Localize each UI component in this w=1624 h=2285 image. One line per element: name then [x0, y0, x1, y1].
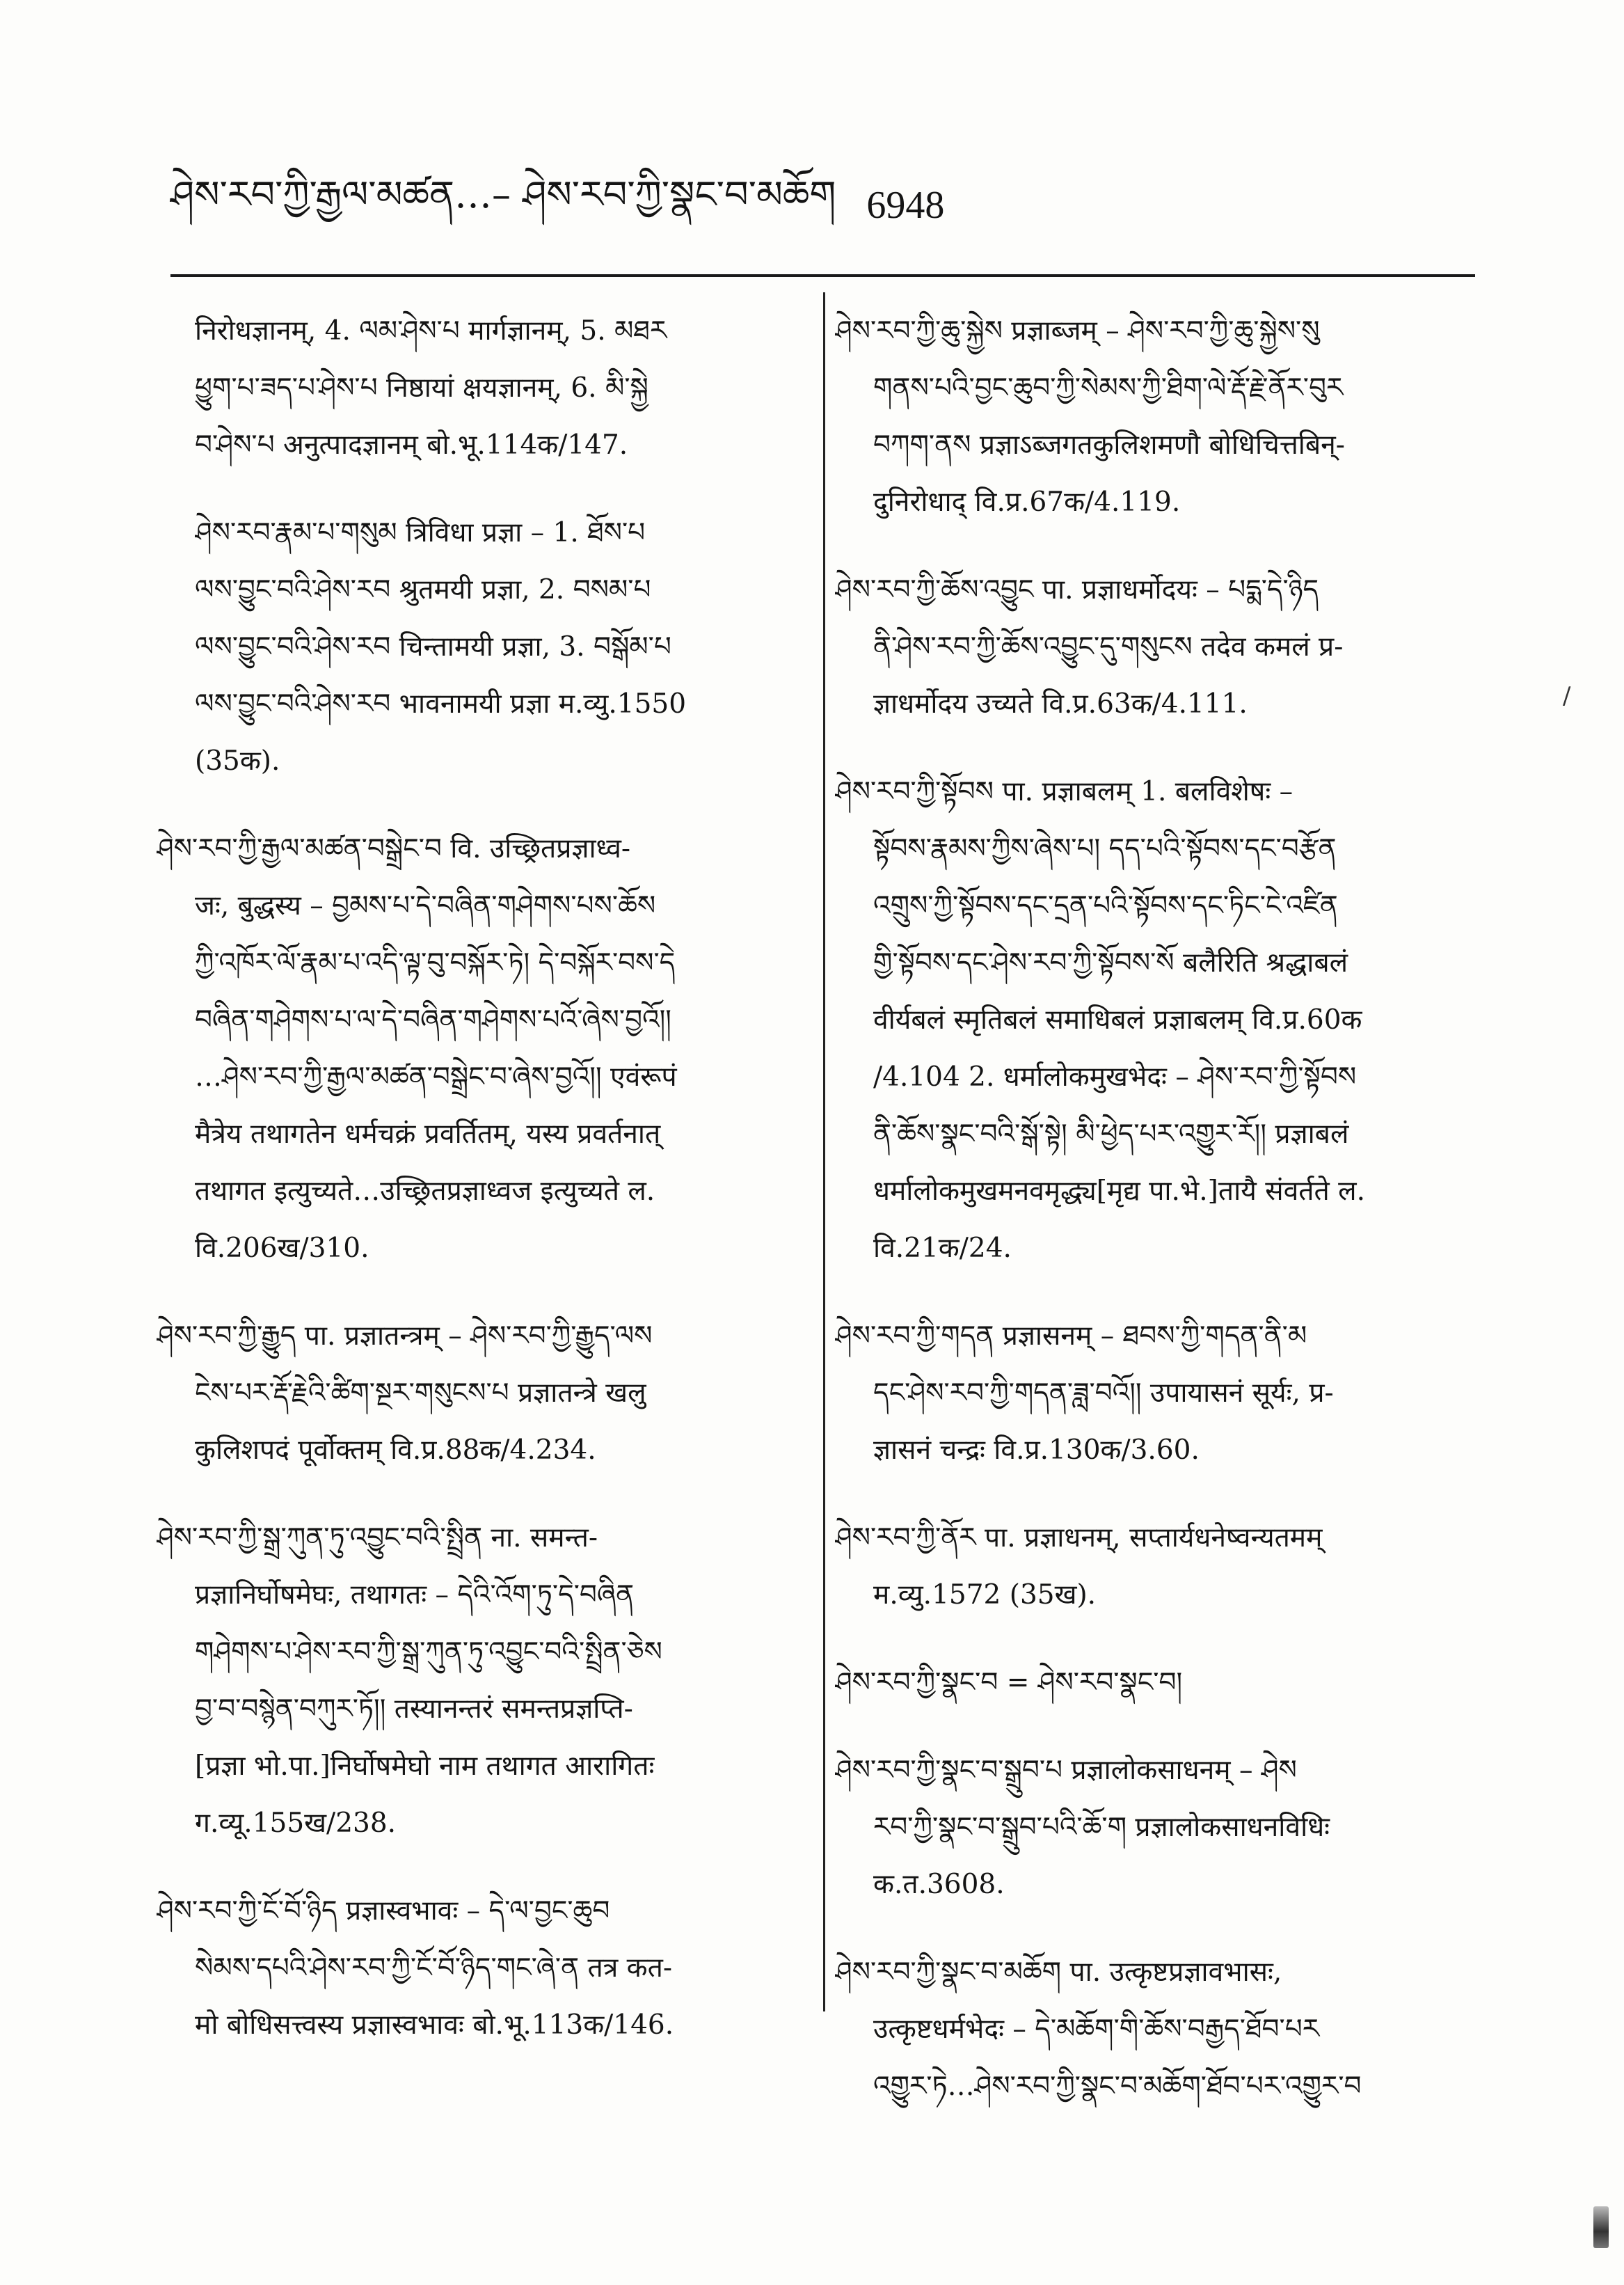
dictionary-entry — [835, 764, 1482, 1277]
entry-headline: ཤེས་རབ་ཀྱི་སྣང་བ = ཤེས་རབ་སྣང་བ། — [835, 1667, 1183, 1698]
entry-line: म.व्यु.1572 (35ख). — [873, 1579, 1097, 1611]
left-column — [157, 303, 793, 2085]
dictionary-entry — [835, 1742, 1482, 1913]
entry-line: ལས་བྱུང་བའི་ཤེས་རབ भावनामयी प्रज्ञा म.व्यु.1550 — [195, 688, 687, 720]
entry-line: ཕྱུག་པ་ཟད་པ་ཤེས་པ निष्ठायां क्षयज्ञानम्, 6. མི་སྐྱེ — [195, 372, 648, 404]
entry-headline: ཤེས་རབ་ཀྱི་ངོ་བོ་ཉིད प्रज्ञास्वभावः – དེ་ལ་བྱང་ཆུབ — [157, 1895, 610, 1927]
entry-line: ཀྱི་འཁོར་ལོ་རྣམ་པ་འདི་ལྟ་བུ་བསྐོར་ཏེ། དེ་བསྐོར་བས་དེ — [195, 947, 676, 979]
entry-line: मो बोधिसत्त्वस्य प्रज्ञास्वभावः बो.भू.113क/146. — [195, 2009, 674, 2041]
entry-line: मैत्रेय तथागतेन धर्मचक्रं प्रवर्तितम्, यस्य प्रवर्तनात् — [195, 1118, 661, 1150]
dictionary-entry — [157, 1510, 793, 1852]
entry-line: ज्ञासनं चन्द्रः वि.प्र.130क/3.60. — [873, 1434, 1200, 1466]
entry-line: प्रज्ञानिर्घोषमेघः, तथागतः – དེའི་འོག་ཏུ་དེ་བཞིན — [195, 1579, 635, 1611]
entry-line: གཤེགས་པ་ཤེས་རབ་ཀྱི་སྒྲ་ཀུན་ཏུ་འབྱུང་བའི་སྤྲིན་ཅེས — [195, 1636, 662, 1668]
margin-mark: / — [1563, 682, 1571, 710]
dictionary-entry — [835, 562, 1482, 733]
scan-corner-artifact — [1593, 2206, 1609, 2248]
entry-headline: ཤེས་རབ་ཀྱི་ཆོས་འབྱུང पा. प्रज्ञाधर्मोदयः – པདྨ་དེ་ཉིད — [835, 574, 1319, 606]
entry-line: क.त.3608. — [873, 1869, 1005, 1900]
entry-headline: ཤེས་རབ་ཀྱི་ཆུ་སྐྱེས प्रज्ञाब्जम् – ཤེས་རབ་ཀྱི་ཆུ་སྐྱེས་སུ — [835, 315, 1320, 347]
entry-line: ནི་ཆོས་སྣང་བའི་སྒོ་སྟེ། མི་ཕྱེད་པར་འགྱུར་རོ།། प्रज्ञाबलं — [873, 1118, 1349, 1150]
dictionary-entry — [157, 821, 793, 1277]
entry-line: སྟོབས་རྣམས་ཀྱིས་ཞེས་པ། དད་པའི་སྟོབས་དང་བརྩོན — [873, 833, 1337, 864]
entry-headline: ཤེས་རབ་ཀྱི་སྒྲ་ཀུན་ཏུ་འབྱུང་བའི་སྤྲིན ना. समन्त- — [157, 1522, 598, 1553]
entry-line: འགྱུར་ཏེ…ཤེས་རབ་ཀྱི་སྣང་བ་མཆོག་ཐོབ་པར་འགྱུར་བ — [873, 2071, 1362, 2102]
entry-line: ग.व्यू.155ख/238. — [195, 1808, 397, 1839]
entry-headline: ཤེས་རབ་ཀྱི་སྟོབས पा. प्रज्ञाबलम् 1. बलविशेषः – — [835, 776, 1293, 807]
header-rule — [170, 274, 1475, 277]
entry-headline: ཤེས་རབ་ཀྱི་རྒྱལ་མཚན་བསྒྲེང་བ वि. उच्छ्रितप्रज्ञाध्व- — [157, 833, 631, 864]
dictionary-entry — [835, 1944, 1482, 2115]
entry-line: སེམས་དཔའི་ཤེས་རབ་ཀྱི་ངོ་བོ་ཉིད་གང་ཞེ་ན तत्र कत- — [195, 1952, 673, 1984]
entry-line: वि.206ख/310. — [195, 1233, 369, 1264]
column-divider — [823, 292, 825, 2011]
entry-line: ནི་ཤེས་རབ་ཀྱི་ཆོས་འབྱུང་དུ་གསུངས तदेव कमलं प्र- — [873, 631, 1344, 663]
entry-line: जः, बुद्धस्य – བྱམས་པ་དེ་བཞིན་གཤེགས་པས་ཆོས — [195, 890, 656, 922]
dictionary-entry — [835, 1308, 1482, 1479]
entry-headline: ཤེས་རབ་ཀྱི་རྒྱུད पा. प्रज्ञातन्त्रम् – ཤེས་རབ་ཀྱི་རྒྱུད་ལས — [157, 1320, 653, 1352]
entry-line: ལས་བྱུང་བའི་ཤེས་རབ श्रुतमयी प्रज्ञा, 2. བསམ་པ — [195, 574, 651, 606]
entry-headline: ཤེས་རབ་ཀྱི་གདན प्रज्ञासनम् – ཐབས་ཀྱི་གདན་ནི་མ — [835, 1320, 1307, 1352]
entry-line: …ཤེས་རབ་ཀྱི་རྒྱལ་མཚན་བསྒྲེང་བ་ཞེས་བྱའོ།། एवंरूपं — [195, 1061, 677, 1093]
entry-line: རབ་ཀྱི་སྣང་བ་སྒྲུབ་པའི་ཆོ་ག प्रज्ञालोकसाधनविधिः — [873, 1812, 1330, 1843]
dictionary-entry — [157, 505, 793, 790]
right-column — [835, 303, 1482, 2146]
entry-line: दुनिरोधाद् वि.प्र.67क/4.119. — [873, 487, 1181, 518]
dictionary-entry — [157, 1883, 793, 2054]
entry-line: བྱ་བ་བསྙེན་བཀུར་ཏོ།། तस्यानन्तरं समन्तप्रज्ञप्ति- — [195, 1693, 633, 1725]
dictionary-entry — [835, 303, 1482, 531]
running-header — [170, 174, 1423, 237]
entry-line: कुलिशपदं पूर्वोक्तम् वि.प्र.88क/4.234. — [195, 1434, 596, 1466]
dictionary-entry — [157, 303, 793, 474]
entry-line: /4.104 2. धर्मालोकमुखभेदः – ཤེས་རབ་ཀྱི་སྟོབས — [873, 1061, 1357, 1093]
entry-headline: ཤེས་རབ་རྣམ་པ་གསུམ त्रिविधा प्रज्ञा – 1. ཐོས་པ — [195, 517, 646, 548]
entry-line: གནས་པའི་བྱང་ཆུབ་ཀྱི་སེམས་ཀྱི་ཐིག་ལེ་རྡོ་རྗེ་ནོར་བུར — [873, 372, 1344, 404]
dictionary-entry — [835, 1510, 1482, 1624]
entry-line: ज्ञाधर्मोदय उच्यते वि.प्र.63क/4.111. — [873, 688, 1248, 720]
entry-line: तथागत इत्युच्यते…उच्छ्रितप्रज्ञाध्वज इत्युच्यते ल. — [195, 1176, 655, 1207]
entry-line: उत्कृष्टधर्मभेदः – དེ་མཆོག་གི་ཆོས་བརྒྱད་ཐོབ་པར — [873, 2014, 1319, 2045]
entry-line: निरोधज्ञानम्, 4. ལམ་ཤེས་པ मार्गज्ञानम्, 5. མཐར — [195, 315, 667, 347]
dictionary-entry — [835, 1654, 1482, 1711]
entry-line: वि.21क/24. — [873, 1233, 1012, 1264]
entry-line: [प्रज्ञा भो.पा.]निर्घोषमेघो नाम तथागत आरागितः — [195, 1750, 655, 1782]
entry-line: བཀག་ནས प्रज्ञाऽब्जगतकुलिशमणौ बोधिचित्तबिन्- — [873, 429, 1345, 461]
entry-line: གྱི་སྟོབས་དང་ཤེས་རབ་ཀྱི་སྟོབས་སོ बलैरिति श्रद्धाबलं — [873, 947, 1348, 979]
entry-line: वीर्यबलं स्मृतिबलं समाधिबलं प्रज्ञाबलम् वि.प्र.60क — [873, 1004, 1362, 1036]
entry-headline: ཤེས་རབ་ཀྱི་སྣང་བ་སྒྲུབ་པ प्रज्ञालोकसाधनम् – ཤེས — [835, 1755, 1297, 1786]
entry-line: བཞིན་གཤེགས་པ་ལ་དེ་བཞིན་གཤེགས་པའོ་ཞེས་བྱའོ།། — [195, 1004, 671, 1036]
entry-headline: ཤེས་རབ་ཀྱི་ནོར पा. प्रज्ञाधनम्, सप्तार्यधनेष्वन्यतमम् — [835, 1522, 1323, 1553]
header-headword-range: ཤེས་རབ་ཀྱི་རྒྱལ་མཚན…– ཤེས་རབ་ཀྱི་སྣང་བ་མཆོག — [170, 173, 836, 216]
entry-line: ལས་བྱུང་བའི་ཤེས་རབ चिन्तामयी प्रज्ञा, 3. བསྒོམ་པ — [195, 631, 671, 663]
entry-line: (35क). — [195, 745, 280, 777]
entry-line: བ་ཤེས་པ अनुत्पादज्ञानम् बो.भू.114क/147. — [195, 429, 628, 461]
entry-line: धर्मालोकमुखमनवमृद्ध्य[मृद्य पा.भे.]तायै संवर्तते ल. — [873, 1176, 1365, 1207]
entry-line: དང་ཤེས་རབ་ཀྱི་གདན་ཟླ་བའོ།། उपायासनं सूर्यः, प्र- — [873, 1377, 1334, 1409]
entry-line: ངེས་པར་རྡོ་རྗེའི་ཚིག་སྔར་གསུངས་པ प्रज्ञातन्त्रे खलु — [195, 1377, 646, 1409]
dictionary-entry — [157, 1308, 793, 1479]
entry-headline: ཤེས་རབ་ཀྱི་སྣང་བ་མཆོག पा. उत्कृष्टप्रज्ञावभासः, — [835, 1956, 1282, 1988]
entry-line: འགྲུས་ཀྱི་སྟོབས་དང་དྲན་པའི་སྟོབས་དང་ཏིང་ངེ་འཛིན — [873, 890, 1338, 922]
page-number: 6948 — [866, 184, 945, 227]
